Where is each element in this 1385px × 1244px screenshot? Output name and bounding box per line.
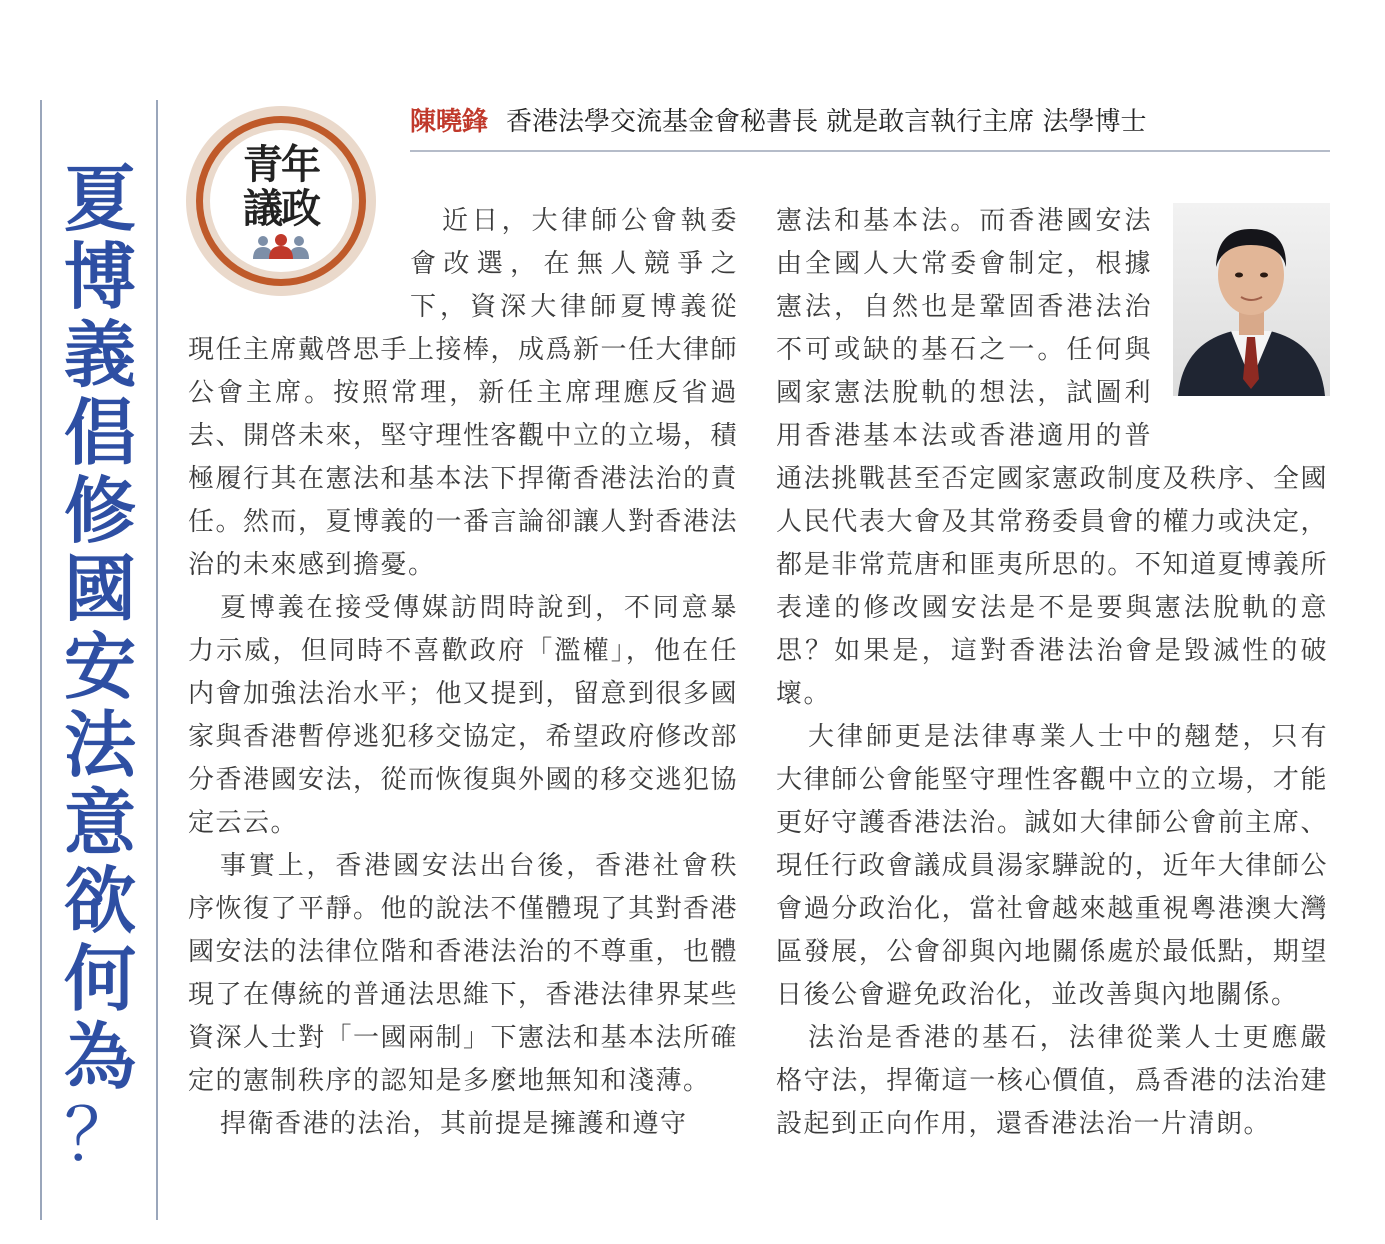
- badge-line-1: 青年: [243, 141, 319, 188]
- paragraph: 捍衛香港的法治，其前提是擁護和遵守: [220, 1109, 688, 1139]
- byline-rule: [410, 150, 1330, 152]
- headline-char: 博: [63, 235, 136, 319]
- byline: [410, 100, 1330, 144]
- paragraph: 夏博義在接受傳媒訪問時說到，不同意暴力示威，但同時不喜歡政府「濫權」，他在任内會加強法治水平；他又提到，留意到很多國家與香港暫停逃犯移交協定，希望政府修改部分香港國安法，從而恢復與外國的移交逃犯協定云云。: [188, 593, 739, 838]
- headline-char: ？: [63, 1093, 136, 1177]
- headline-char: 修: [63, 469, 136, 553]
- headline-char: 法: [63, 703, 136, 787]
- paragraph: 憲法和基本法。而香港國安法由全國人大常委會制定，根據憲法，自然也是鞏固香港法治不可或缺的基石之一。任何與國家憲法脫軌的想法，試圖利用香港基本法或香港適用的普通法挑戰甚至否定國家憲政制度及秩序、全國人民代表大會及其常務委員會的權力或決定，都是非常荒唐和匪夷所思的。不知道夏博義所表達的修改國安法是不是要與憲法脫軌的意思？如果是，這對香港法治會是毀滅性的破壞。: [776, 206, 1328, 709]
- photo-spacer: [1152, 200, 1328, 458]
- headline: [56, 157, 144, 1177]
- headline-char: 何: [63, 937, 136, 1021]
- left-border-rule: [40, 100, 42, 1220]
- headline-char: 安: [63, 625, 136, 709]
- headline-divider-rule: [156, 100, 158, 1220]
- paragraph: 法治是香港的基石，法律從業人士更應嚴格守法，捍衛這一核心價值，爲香港的法治建設起到正向作用，還香港法治一片清朗。: [776, 1023, 1328, 1139]
- headline-char: 為: [63, 1015, 136, 1099]
- headline-char: 國: [63, 547, 136, 631]
- badge-line-2: 議政: [243, 185, 319, 232]
- article-column-2: [776, 200, 1328, 1146]
- paragraph: 大律師更是法律專業人士中的翹楚，只有大律師公會能堅守理性客觀中立的立場，才能更好守護香港法治。誠如大律師公會前主席、現任行政會議成員湯家驊說的，近年大律師公會過分政治化，當社會越來越重視粵港澳大灣區發展，公會卻與內地關係處於最低點，期望日後公會避免政治化，並改善與內地關係。: [776, 722, 1328, 1010]
- paragraph: 近日，大律師公會執委會改選，在無人競爭之下，資深大律師夏博義從現任主席戴啓思手上接棒，成爲新一任大律師公會主席。按照常理，新任主席理應反省過去、開啓未來，堅守理性客觀中立的立場，積極履行其在憲法和基本法下捍衛香港法治的責任。然而，夏博義的一番言論卻讓人對香港法治的未來感到擔憂。: [188, 206, 739, 580]
- headline-char: 倡: [63, 391, 136, 475]
- badge-spacer: [188, 200, 410, 328]
- headline-char: 欲: [63, 859, 136, 943]
- author-roles: 香港法學交流基金會秘書長 就是敢言執行主席 法學博士: [506, 107, 1147, 137]
- headline-char: 義: [63, 313, 136, 397]
- paragraph: 事實上，香港國安法出台後，香港社會秩序恢復了平靜。他的說法不僅體現了其對香港國安法的法律位階和香港法治的不尊重，也體現了在傳統的普通法思維下，香港法律界某些資深人士對「一國兩制」下憲法和基本法所確定的憲制秩序的認知是多麼地無知和淺薄。: [188, 851, 739, 1096]
- headline-char: 意: [63, 781, 136, 865]
- article-column-1: [188, 200, 738, 1146]
- headline-char: 夏: [63, 157, 136, 241]
- author-name: 陳曉鋒: [410, 107, 489, 137]
